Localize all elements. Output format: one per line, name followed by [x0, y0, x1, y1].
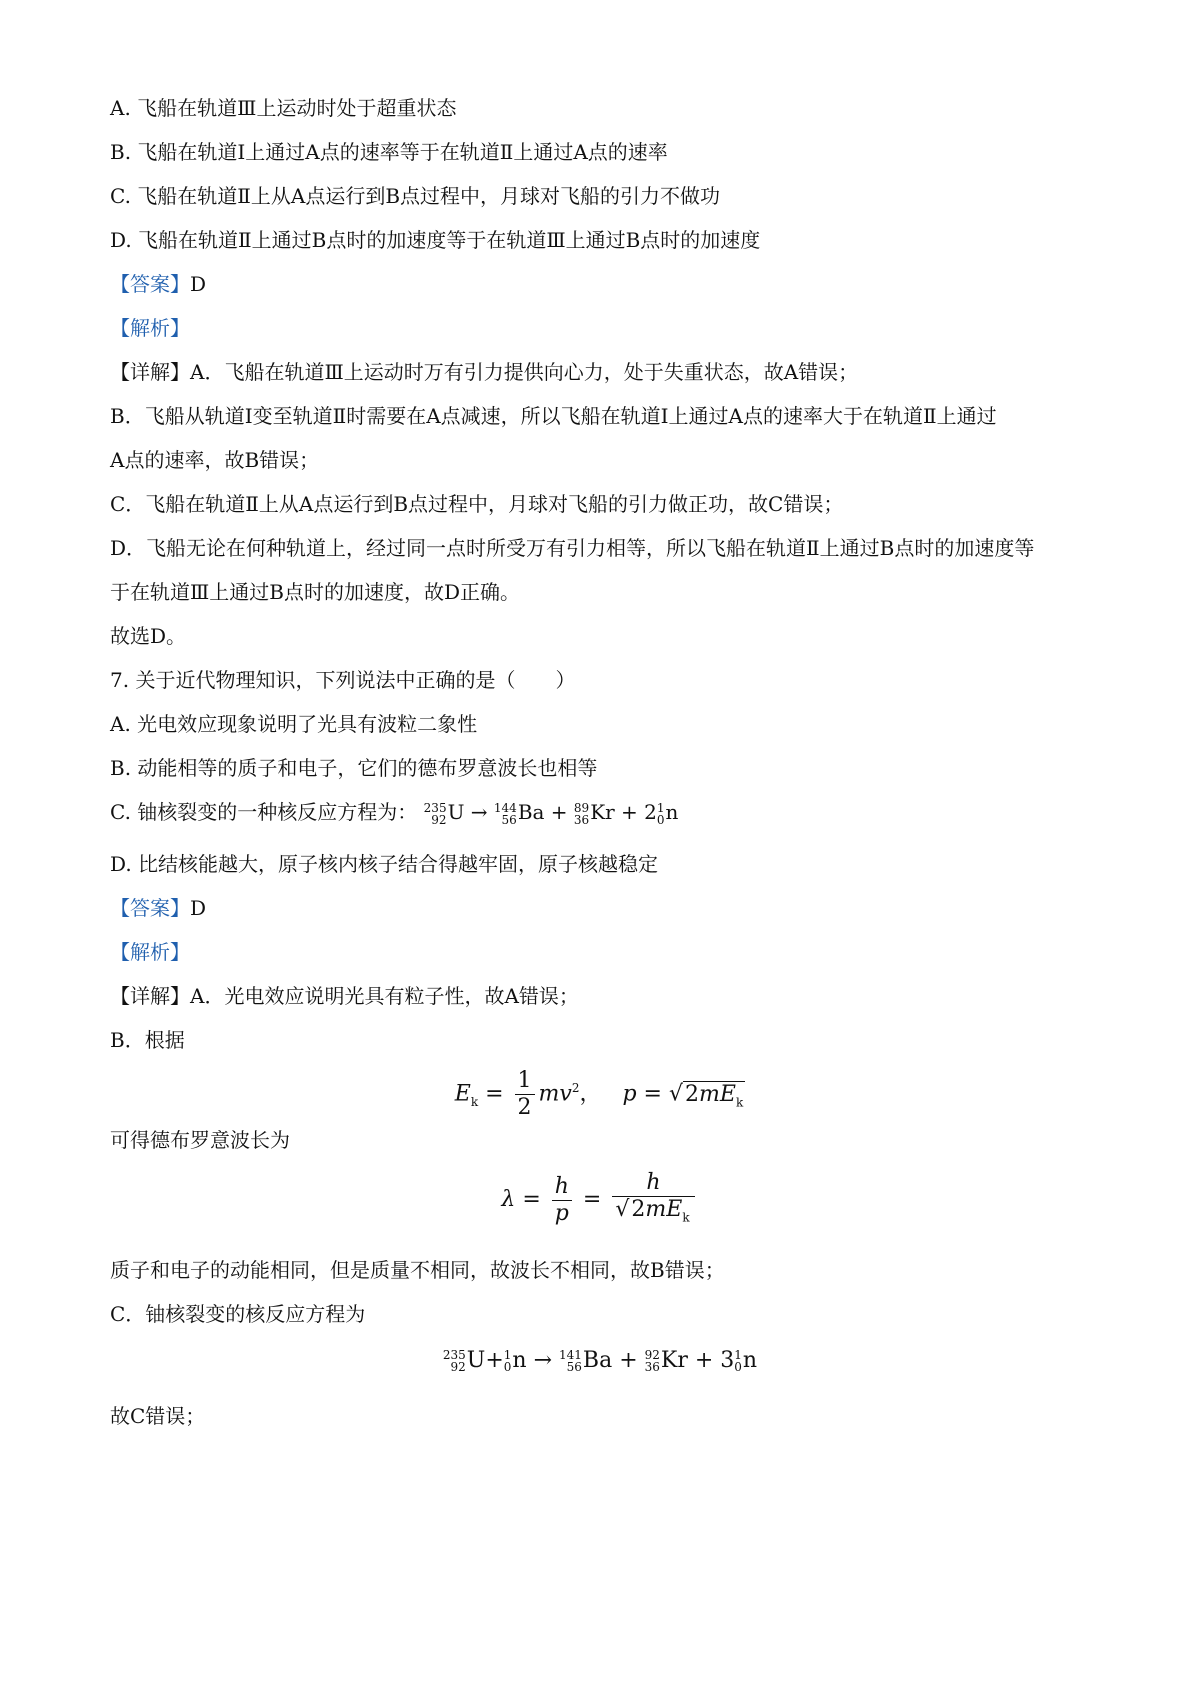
q6-detail-c: C．飞船在轨道Ⅱ上从A点运行到B点过程中，月球对飞船的引力做正功，故C错误； — [110, 492, 844, 516]
q7-option-b: B. 动能相等的质子和电子，它们的德布罗意波长也相等 — [110, 756, 598, 780]
q6-answer-line — [110, 270, 1110, 298]
detail-tag: 【详解】 — [110, 360, 190, 384]
answer-tag: 【答案】 — [110, 272, 190, 296]
answer-value: D — [190, 272, 207, 296]
q6-conclusion: 故选D。 — [110, 624, 187, 648]
q7-option-a: A. 光电效应现象说明了光具有波粒二象性 — [110, 712, 478, 736]
q7-detail-b-intro: B．根据 — [110, 1028, 185, 1052]
q6-detail-b2: A点的速率，故B错误； — [110, 448, 320, 472]
q6-option-b: B. 飞船在轨道Ⅰ上通过A点的速率等于在轨道Ⅱ上通过A点的速率 — [110, 140, 668, 164]
wavelength-intro: 可得德布罗意波长为 — [110, 1128, 290, 1152]
fission-equation-correct: 235 92 U+ 1 0 n → 141 56 Ba + 92 36 Kr + 3 1 0 n — [442, 1348, 758, 1374]
q6-detail-b1: B．飞船从轨道Ⅰ变至轨道Ⅱ时需要在A点减速，所以飞船在轨道Ⅰ上通过A点的速率大于在轨道Ⅱ上通过 — [110, 404, 997, 428]
q6-option-a: A. 飞船在轨道Ⅲ上运动时处于超重状态 — [110, 96, 457, 120]
q7-option-c — [110, 798, 1110, 826]
answer-tag: 【答案】 — [110, 896, 190, 920]
de-broglie-equation: λ = $\frac{h}{p}$ = $\frac{h}{√2mE_k}$ — [0, 1170, 1200, 1230]
detail-a-text: A．飞船在轨道Ⅲ上运动时万有引力提供向心力，处于失重状态，故A错误； — [190, 360, 859, 384]
detail-a-text: A．光电效应说明光具有粒子性，故A错误； — [190, 984, 579, 1008]
q6-detail-d1: D．飞船无论在何种轨道上，经过同一点时所受万有引力相等，所以飞船在轨道Ⅱ上通过B点时的加速度等 — [110, 536, 1035, 560]
q7-detail-c-intro: C．铀核裂变的核反应方程为 — [110, 1302, 366, 1326]
option-c-prefix: C. 铀核裂变的一种核反应方程为： — [110, 800, 418, 824]
q6-option-d: D. 飞船在轨道Ⅱ上通过B点时的加速度等于在轨道Ⅲ上通过B点时的加速度 — [110, 228, 761, 252]
q7-detail-c-end: 故C错误； — [110, 1404, 206, 1428]
q7-answer-line — [110, 894, 1110, 922]
detail-tag: 【详解】 — [110, 984, 190, 1008]
q6-detail-d2: 于在轨道Ⅲ上通过B点时的加速度，故D正确。 — [110, 580, 521, 604]
kinetic-momentum-equation: $E_k$ = $\frac{1}{2}$ $mv^2$， $p = √2mE_k$ — [454, 1068, 744, 1120]
q6-analysis-tag: 【解析】 — [110, 316, 190, 340]
fission-equation-option: 235 92 U → 144 56 Ba + 89 36 Kr + 2 1 0 n — [423, 800, 679, 827]
q7-analysis-tag: 【解析】 — [110, 940, 190, 964]
q6-detail-a — [110, 358, 1110, 386]
q7-detail-a — [110, 982, 1110, 1010]
q6-option-c: C. 飞船在轨道Ⅱ上从A点运行到B点过程中，月球对飞船的引力不做功 — [110, 184, 721, 208]
q7-option-d: D. 比结核能越大，原子核内核子结合得越牢固，原子核越稳定 — [110, 852, 659, 876]
q7-stem: 7. 关于近代物理知识，下列说法中正确的是（ ） — [110, 668, 576, 692]
q7-detail-b-end: 质子和电子的动能相同，但是质量不相同，故波长不相同，故B错误； — [110, 1258, 725, 1282]
answer-value: D — [190, 896, 207, 920]
